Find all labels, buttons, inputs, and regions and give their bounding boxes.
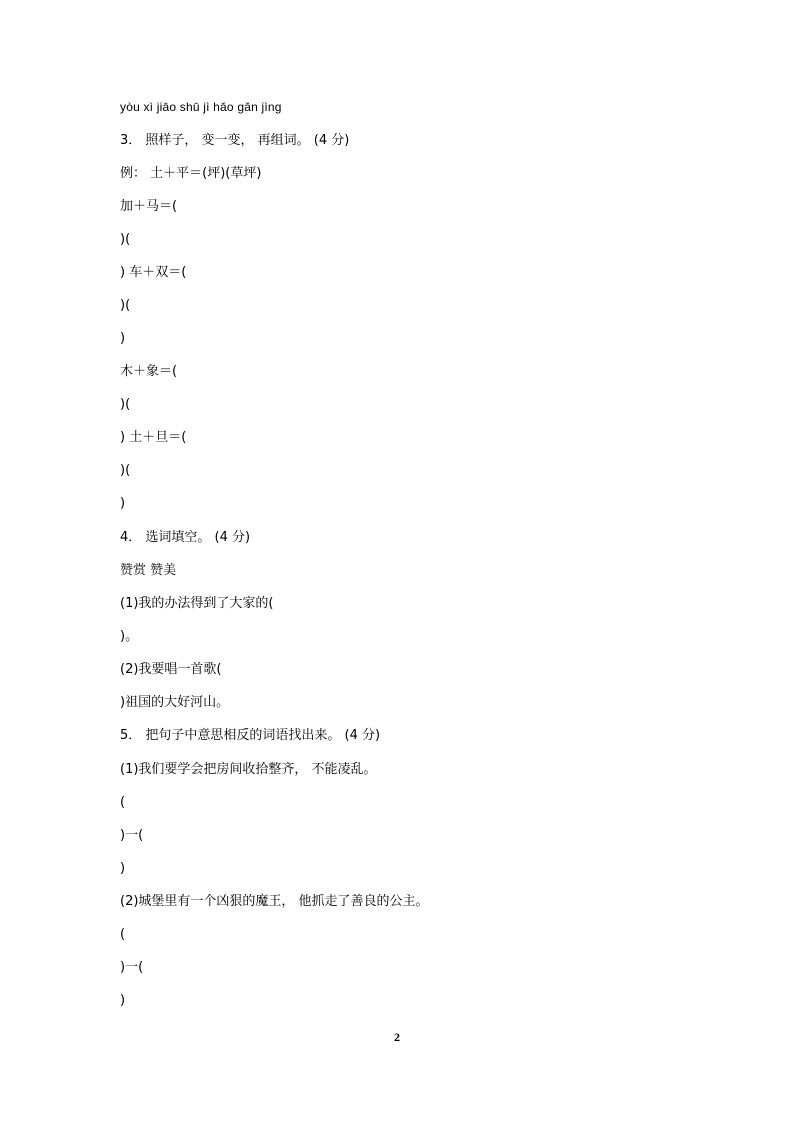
answer-line: )( [120,397,131,412]
question-4-heading: 4． 选词填空。 (4 分) [120,530,251,545]
sentence-line: )祖国的大好河山。 [120,695,230,710]
answer-line: )( [120,232,131,247]
answer-line: 加＋马＝( [120,199,178,214]
pinyin-line: yòu xì jiāo shū jì hǎo gǎn jìng [120,100,282,114]
answer-line: ) 土＋旦＝( [120,430,187,445]
page-number: 2 [394,1030,400,1044]
sentence-line: (1)我的办法得到了大家的( [120,596,274,611]
question-3-heading: 3． 照样子， 变一变， 再组词。 (4 分) [120,133,350,148]
word-choices: 赞赏 赞美 [120,563,177,578]
answer-line: ) [120,496,126,511]
answer-line: ) [120,331,126,346]
answer-line: )( [120,298,131,313]
answer-line: )一( [120,960,144,975]
sentence-line: (2)城堡里有一个凶狠的魔王， 他抓走了善良的公主。 [120,894,429,909]
sentence-line: (1)我们要学会把房间收拾整齐， 不能凌乱。 [120,762,377,777]
answer-line: )( [120,463,131,478]
answer-line: ( [120,927,126,942]
answer-line: ( [120,795,126,810]
answer-line: 木＋象＝( [120,364,178,379]
answer-line: ) [120,993,126,1008]
question-5-heading: 5． 把句子中意思相反的词语找出来。 (4 分) [120,728,381,743]
sentence-line: )。 [120,629,139,644]
sentence-line: (2)我要唱一首歌( [120,662,222,677]
answer-line: ) 车＋双＝( [120,265,187,280]
answer-line: ) [120,861,126,876]
example-line: 例： 土＋平＝(坪)(草坪) [120,166,262,181]
answer-line: )一( [120,828,144,843]
